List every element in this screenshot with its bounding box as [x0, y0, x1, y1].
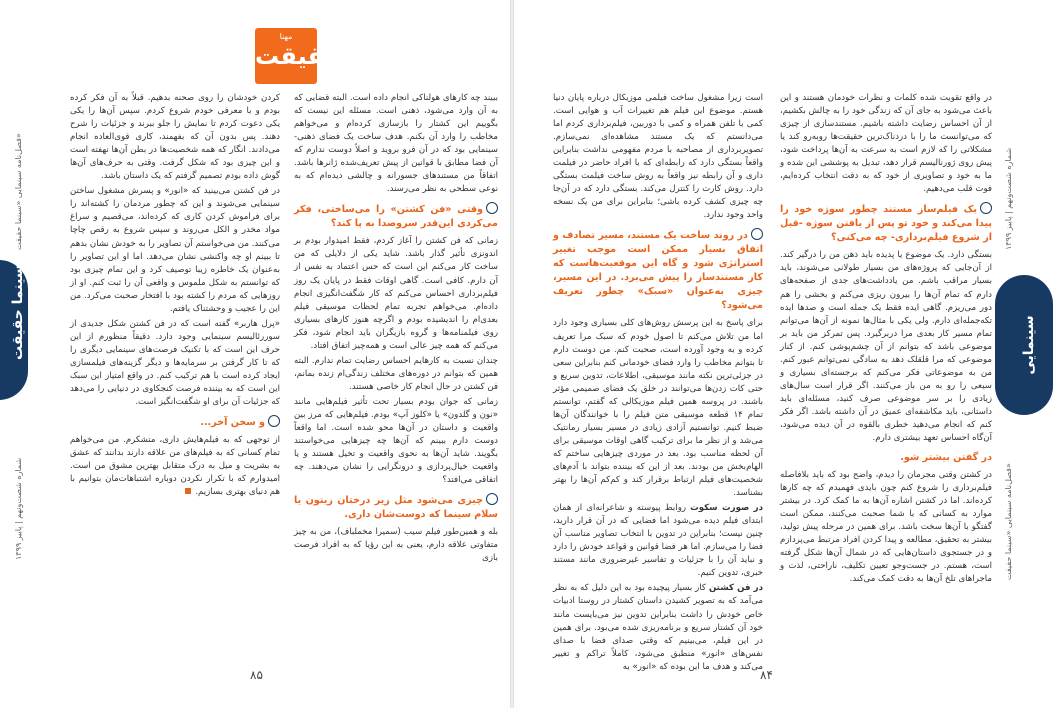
- paragraph: در کشتن وقتی مجرمان را دیدم، واضح بود که باید بلافاصله فیلم‌برداری را شروع کنم چون بایدی فهمیدم که چه کارها کرده‌اند. اما در کشتن اشاره آن‌ها به ما کمک کرد. در بیشتر موارد به کسانی که با شما صحبت می‌کنند، ممکن است گفتگو با آن‌ها سخت باشد. برای همین در مرحله پیش تولید، بیشتر به تحقیق، مطالعه و پیدا کردن افراد مرتبط می‌پردازم و در جستجوی داستان‌هایی که در شمال آن‌ها شکل گرفته است، هستم. در جست‌وجو تعیین تکلیف، ناراحتی، لذت و ماجراهای تلخ آن‌ها به دقت کمک می‌کند.: [780, 470, 992, 585]
- quote-icon: [980, 202, 992, 214]
- quote-icon: [268, 415, 280, 427]
- quote-icon: [486, 202, 498, 214]
- paragraph-text: روابط پیوسته و شاعرانه‌ای از همان ابتدای فیلم دیده می‌شود اما فضایی که در آن قرار دارید، چنین نیست؛ بنابراین در تدوین با انتخاب تصاویر مناسب آن فضا را می‌سازم. اما هر فضا قوانین و قواعد خودش را دارد و نباید آن را با جزئیات و تفاسیر غیرضروری مانند مستند خبری، تدوین کنیم.: [553, 503, 763, 579]
- article-column-1: [780, 92, 992, 642]
- paragraph: بستگی دارد. یک موضوع یا پدیده باید ذهن من را درگیر کند. از آن‌جایی که پروژه‌های من بسیار طولانی می‌شوند، باید بسیار مراقب باشم. من یادداشت‌های جدی از صفحه‌های دارم که تمام آن‌ها را بیرون ریزی می‌کنم و بخشی را هم دور می‌ریزم. گاهی ایده فقط یک جمله است و صدها ایده تکه‌جمله‌ای دارم. ولی یکی با مثال‌ها نمونه از آن‌ها می‌توانم تمام مسیر کار بعدی مرا دربرگیرد. پس تمرکز من باید بر موضوعی باشد که بتوانم از آن چشم‌پوشی کنم. از کنار موضوعی که مرا قلقلک دهد به سادگی نمی‌توانم عبور کنم. من به موضوعاتی فکر می‌کنم که برجسته‌ای بسیاری و سیعی را رو به من باز می‌کنند. اگر قرار است سال‌های زیادی را بر سر موضوعی صرف کنید، مسئله‌ای باید داستانی، باید مکاشفه‌ای عمیق در آن داشته باشد. اگر فکر کنم که انجام می‌دهید خطری بالقوه در آن دیده می‌شود، آن‌گاه احساس تعهد بیشتری دارم.: [780, 250, 992, 444]
- question-heading: [553, 228, 763, 313]
- quote-icon: [751, 228, 763, 240]
- paragraph: در فن کشتن می‌بینید که «انور» و پسرش مشغول ساختن سینمایی می‌شوند و این که چطور مردمان را کشته‌اند را برای فراموش کردن کاری که کرده‌اند، می‌قصیم و سراغ مواد مخدر و الکل می‌روند و سپس شروع به رقص چاچا می‌کنند. من می‌خواستم آن تصاویر را به خودش نشان بدهم تا ببینم او چه واکنشی نشان می‌دهد. اما او این تصاویر را به‌عنوان یک خاطره زیبا توصیف کرد و این تمام چیزی بود که توانستم به شکل ملموس و واقعی آن را ثبت کنم. او از روزهایی که مردم را کشته بود با افتخار صحبت می‌کرد. من این را عجیب و وحشتناک یافتم.: [70, 186, 280, 314]
- paragraph: است زیرا مشغول ساخت فیلمی موزیکال درباره پایان دنیا هستم. موضوع این فیلم هم تغییرات آب و هوایی است. کمی با تلفن همراه و کمی با دوربین، فیلم‌برداری کردم اما می‌دانستم که یک مستند مشاهده‌ای نمی‌سازم. تصویربرداری از مصاحبه با مردم مفهومی نداشت بنابراین واقعاً بستگی دارد که رابطه‌ای که با افراد حاضر در فیلمت داری و آن رابطه نیز واقعاً به روش ساخت فیلمت بستگی دارد. روش کارت را کنترل می‌کند. بستگی دارد که در آن‌جا چه چیزی کشف کرده باشی؛ بنابراین برای من یک نسخه واحد وجود ندارد.: [553, 93, 763, 221]
- question-heading: [780, 451, 992, 465]
- right-journal-meta: فصل‌نامه سینمایی «سینما حقیقت»: [1004, 463, 1013, 580]
- question-heading: [70, 415, 280, 430]
- question-text: چیزی می‌شود مثل زیر درختان زیتون یا سلام سینما که دوست‌شان داری.: [294, 495, 498, 521]
- paragraph: [553, 582, 763, 673]
- paragraph-text: کار بسیار پیچیده بود به این دلیل که به نظر می‌آمد که به تصویر کشیدن داستان کشتار در روستا ادبیات خاص خودش را داشت بنابراین تدوین نیز می‌بایست مانند خود آن کشتار سریع و برنامه‌ریزی شده می‌بود. برای همین در این فیلم، می‌بینیم که وقتی صدای فضا با صدای نفس‌های «انور» منطبق می‌شود، کاملاً تراکم و تغییر می‌کند و هدف ما این بوده که «انور» به: [553, 583, 763, 672]
- article-column-2: [553, 92, 764, 672]
- question-text: وقتی «فن کشتن» را می‌ساختی، فکر می‌کردی این‌قدر سروصدا به پا کند؟: [294, 204, 498, 230]
- question-text: در گفتن بیشتر شو.: [900, 452, 992, 464]
- paragraph: زمانی که جوان بودم بسیار تحت تأثیر فیلم‌هایی مانند «نون و گلدون» یا «کلوز آپ» بودم. فیلم‌هایی که مرز بین واقعیت و داستان در آن‌ها محو شده است. اما واقعاً دوست دارم ببینم که آن‌ها چه چیزهایی می‌خواستند بگویند. شاید آن‌ها به نحوی واقعیت و تخیل هستند و یا واقعیت خیال‌پردازی و درونگرایی را نشان می‌دهند. چه اتفاقی می‌افتد؟: [294, 396, 498, 486]
- left-journal-meta: فصل‌نامه سینمایی «سینما حقیقت»: [14, 133, 23, 250]
- quote-icon: [486, 493, 498, 505]
- paragraph-text: از توجهی که به فیلم‌هایش داری، متشکرم. من می‌خواهم تمام کسانی که به فیلم‌های من علاقه دارند بدانند که عشق به بشریت و میل به درک متقابل بهترین مشوق من است. امیدوارم که با تکرار نکردن دوباره اشتباهات‌مان بتوانیم با هم دنیای بهتری بسازیم.: [70, 435, 280, 498]
- paragraph: [553, 502, 763, 580]
- section-side-tab-right-label: سینمایی: [1021, 315, 1037, 375]
- article-column-4: [70, 92, 280, 642]
- paragraph: کردن خودشان را روی صحنه بدهیم. قبلاً به آن فکر کرده بودم و با معرفی خودم شروع کردم. سپس آن‌ها را یکی یکی دعوت کردم تا نمایش را جلو ببرند و جزئیات را شرح دهند. پس بدون آن که بفهمند، کاری قوی‌العاده انجام می‌دادند. انگار که همه شخصیت‌ها در بطن آن‌ها نهفته است و این چیزی بود که شکل گرفت. وقتی به حرف‌های آن‌ها گوش داده بودم تصمیم گرفتم که یک داستان باشد.: [70, 93, 280, 182]
- magazine-logo: [255, 28, 343, 84]
- question-heading: [294, 202, 498, 231]
- question-heading: [780, 202, 992, 245]
- page-spine: [510, 0, 514, 708]
- section-side-tab-left-label: سینما حقیقت: [10, 264, 26, 360]
- inline-label: در فن کشتن: [708, 583, 763, 594]
- paragraph: زمانی که فن کشتن را آغاز کردم، فقط امیدوار بودم بر اندونزی تأثیر گذار باشد. شاید یکی از دلایلی که من ساخت کار می‌کنم این است که حس اعتماد به نفس از آن دارم. کافی است. گاهی اوقات فقط در پایان یک روز فیلم‌برداری احساس می‌کنم که کار شگفت‌انگیزی انجام داده‌ام. می‌خواهم تجربه تمام لحظات موسیقی فیلم بعدی‌ام را اندیشیده بودم و اگرچه هنوز کارهای بسیاری روی فیلمنامه‌ها و گروه بازیگران باید انجام شود، فکر می‌کنم که همه چیز عالی است و همه‌چیز اتفاق افتاد.: [294, 236, 498, 351]
- end-mark-icon: [185, 488, 191, 494]
- article-column-3: [294, 92, 498, 642]
- question-text: و سخن آخر...: [200, 417, 265, 429]
- logo-small-text: مهنا: [279, 32, 293, 41]
- paragraph: در واقع تقویت شده کلمات و نظرات خودمان هستند و این باعث می‌شود به جای آن که زندگی خود را به چالش بکشیم، از آن احساس رضایت داشته باشیم. مستندسازی از چیزی که می‌توانست ما را با دردناک‌ترین حقیقت‌ها روبه‌رو کند یا مشکلاتی را که لازم است به سرعت به آن‌ها پرداخت شود، پیش روی ژورنالیسم قرار دهد، تبدیل به پوششی این شده و ما به خود و تصاویری از خود که به دقت انتخاب کرده‌ایم، فوت قلب می‌دهیم.: [780, 93, 992, 195]
- question-text: در روند ساخت یک مستند، مسیر تصادف و اتفاق بسیار ممکن است موجب تغییر استراتژی شود و گاه این موقعیت‌هاست که کار مستندساز را پیش می‌برد. در این مسیر، چیزی به‌عنوان «سبک» چطور تعریف می‌شود؟: [553, 230, 763, 312]
- left-issue-meta: شماره شصت‌ونهم | پاییز ۱۳۹۹: [14, 457, 23, 560]
- question-text: یک فیلم‌ساز مستند چطور سوژه خود را پیدا می‌کند و خود تو پس از یافتن سوژه -قبل از شروع فیلم‌برداری- چه می‌کنی؟: [780, 204, 992, 244]
- question-heading: [294, 493, 498, 522]
- right-issue-meta: شماره شصت‌ونهم | پاییز ۱۳۹۹: [1004, 147, 1013, 250]
- paragraph: چندان نسبت به کارهایم احساس رضایت تمام ندارم. البته همین که بتوانم در دوره‌های مختلف زندگی‌ام زنده بمانم، فن کشتن در حال انجام کار خاصی هستند.: [294, 355, 498, 392]
- paragraph: «پرل هاربر» گفته است که در فن کشتن شکل جدیدی از سوررئالیسم سینمایی وجود دارد. دقیقاً منظورم از این حرف این است که با تکنیک فرصت‌های سینمایی دیگری را که تا کار گرفتن بر سرمایه‌ها و دیگر گزینه‌های فیلمسازی ایجاد کرده است با هم ترکیب کنم. در واقع امتیاز این سبک این است که به بیننده فرصت کنجکاوی در دنیایی را می‌دهد که جزئیات آن برای او شگفت‌انگیز است.: [70, 318, 280, 408]
- section-side-tab-left: [0, 260, 28, 400]
- paragraph: بله و همین‌طور فیلم سیب (سمیرا مخملباف)، من به چیز متفاوتی علاقه دارم، یعنی به این رؤیا که به افراد فرصت بازی: [294, 527, 498, 564]
- paragraph: ببیند چه کارهای هولناکی انجام داده است. البته قضایی که به آن وارد می‌شود، ذهنی است. مسئله این نیست که بگوییم این کشتار را بازسازی کرده‌ام و می‌خواهم مخاطب را وارد آن بکنم. هدف ساخت یک فضای ذهنی-سینمایی بود که در آن فرو بروید و اصلاً دوست ندارم که آن فضا مطابق با قوانین از پیش تعریف‌شده ژانرها باشد. اتفاقاً من مستندهای جسورانه و چالشی دیده‌ام که به نوعی سطحی به نظر می‌رسند.: [294, 93, 498, 195]
- inline-label: در صورت سکوت: [690, 503, 763, 514]
- page-number-left: ۸۵: [250, 668, 263, 682]
- section-side-tab-right: [995, 275, 1053, 415]
- paragraph: [70, 434, 280, 499]
- paragraph: برای پاسخ به این پرسش روش‌های کلی بسیاری وجود دارد اما من تلاش می‌کنم تا اصول خودم که سبک مرا تعریف کرده و به وجود آورده است، صحبت کنم. من دوست دارم تا بتوانم مخاطب را وارد فضای خودمانی کنم بنابراین سعی در جزئی‌ترین نکته مانند موسیقی، اطلاعات، تدوین سریع و حتی کات زدن‌ها می‌توانند در خلق یک فضای صمیمی مؤثر باشند. در پروسه همین فیلم موزیکالی که گفتم، توانستم تمام ۱۴ قطعه موسیقی متن فیلم را با خوانندگان آن‌ها ضبط کنیم. توانستیم آزادی زیادی در مسیر بسیار رمانتیک می‌شد و از نظر ما برای ترکیب گاهی اوقات موسیقی برای آن لحظه مناسب بود. بعد در موردی چیزهایی ساختم که الهام‌بخش من بودند. بعد از این که بیننده بتواند با آدم‌های شخصیت‌های فیلم ارتباط برقرار کند و کم‌کم آن‌ها را بهتر بشناسد.: [553, 318, 764, 499]
- page-number-right: ۸۴: [760, 668, 773, 682]
- logo-big-text: حقیقت: [255, 42, 343, 70]
